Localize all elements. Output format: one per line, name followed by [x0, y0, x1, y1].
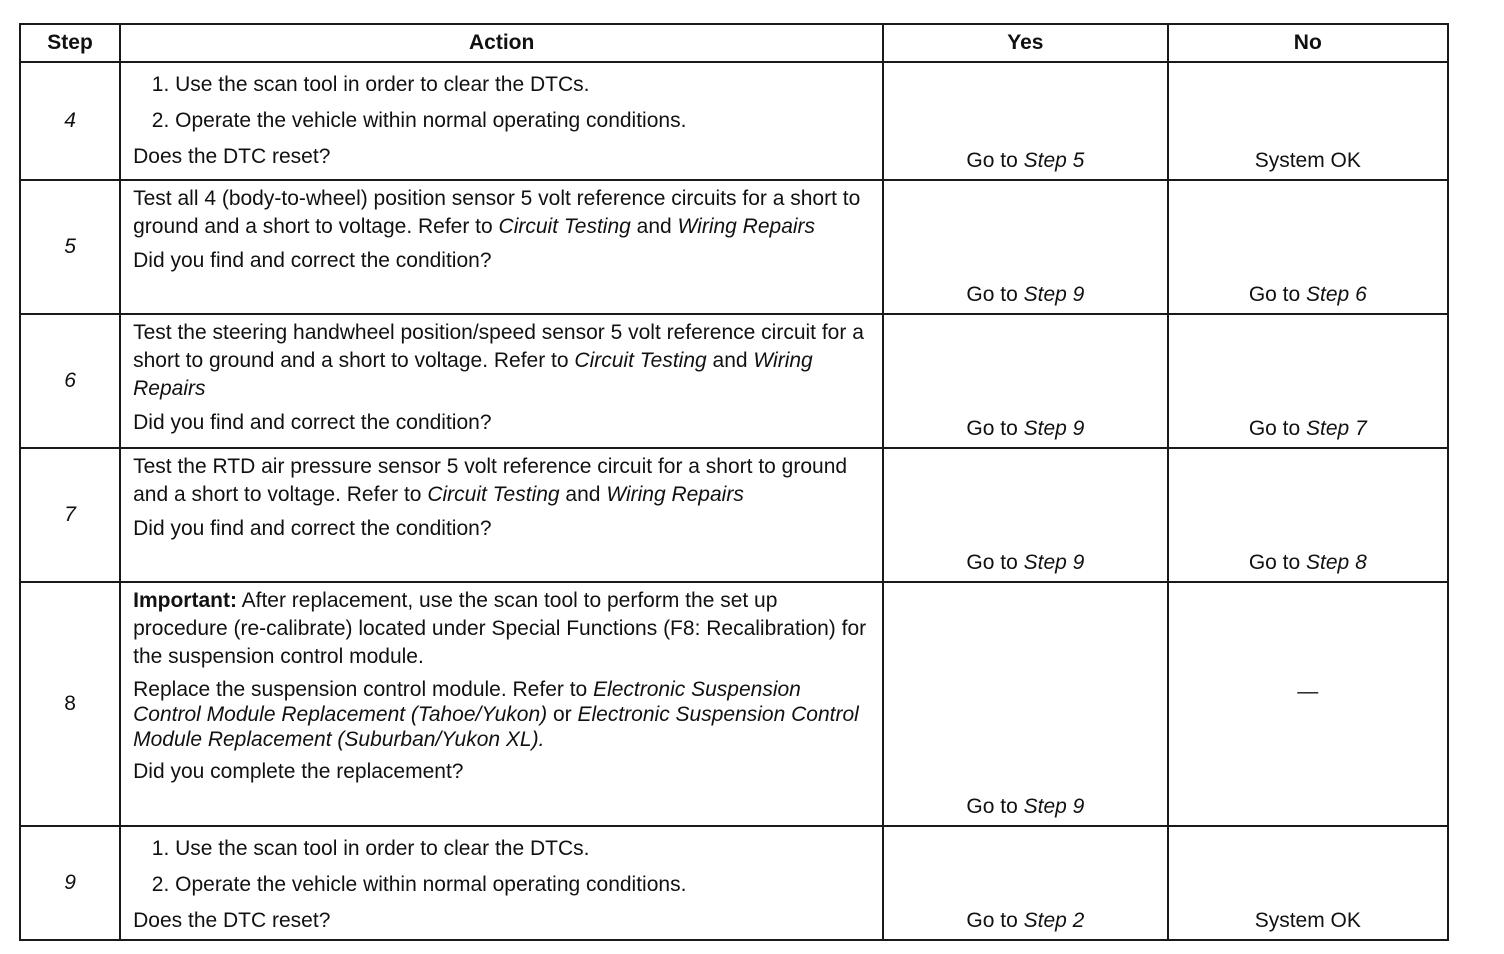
- action-text-part: Test the RTD air pressure sensor 5 volt reference circuit for a short to ground and a short to voltage. Refer to: [133, 455, 848, 506]
- yes-prefix: Go to: [966, 417, 1024, 440]
- no-step-link[interactable]: Step 6: [1306, 283, 1367, 306]
- action-cell: [120, 180, 883, 314]
- yes-step-link[interactable]: Step 9: [1023, 283, 1085, 306]
- important-note: [133, 587, 872, 671]
- yes-step-link[interactable]: Step 9: [1023, 417, 1085, 440]
- ref-circuit-testing[interactable]: Circuit Testing: [427, 483, 560, 506]
- action-text-part: Test the steering handwheel position/speed sensor 5 volt reference circuit for a short to ground and a short to voltage. Refer to: [133, 321, 864, 372]
- important-text: After replacement, use the scan tool to perform the set up procedure (re-calibrate) located under Special Functions (F8: Recalibration) for the suspension control module.: [133, 589, 867, 668]
- ref-module-replacement-tahoe[interactable]: Electronic Suspension Control Module Replacement (Tahoe/Yukon): [133, 678, 801, 726]
- no-step-link[interactable]: Step 7: [1306, 417, 1367, 440]
- list-item: 2. Operate the vehicle within normal operating conditions.: [175, 871, 872, 899]
- action-text-part: or: [547, 703, 578, 726]
- action-cell: [120, 448, 883, 582]
- table-row: [20, 180, 1448, 314]
- ref-wiring-repairs[interactable]: Wiring Repairs: [677, 215, 816, 238]
- step-number: 7: [20, 448, 120, 582]
- header-no: No: [1168, 24, 1448, 62]
- action-cell: [120, 314, 883, 448]
- no-cell: System OK: [1168, 62, 1448, 180]
- yes-prefix: Go to: [966, 795, 1024, 818]
- action-list: [133, 835, 872, 899]
- yes-step-link[interactable]: Step 9: [1023, 551, 1085, 574]
- no-cell: [1168, 448, 1448, 582]
- action-cell: [120, 826, 883, 940]
- action-text-part: Replace the suspension control module. Refer to: [133, 678, 594, 701]
- header-action: Action: [120, 24, 883, 62]
- action-text-part: and: [630, 215, 678, 238]
- yes-cell: [883, 180, 1167, 314]
- action-cell: [120, 582, 883, 826]
- yes-step-link[interactable]: Step 9: [1023, 795, 1085, 818]
- yes-cell: [883, 62, 1167, 180]
- action-cell: [120, 62, 883, 180]
- action-question: Did you find and correct the condition?: [133, 249, 492, 272]
- step-number: 6: [20, 314, 120, 448]
- list-item: 1. Use the scan tool in order to clear the DTCs.: [175, 835, 872, 863]
- table-row: [20, 62, 1448, 180]
- step-number: 9: [20, 826, 120, 940]
- no-cell: System OK: [1168, 826, 1448, 940]
- ref-circuit-testing[interactable]: Circuit Testing: [574, 349, 707, 372]
- header-yes: Yes: [883, 24, 1167, 62]
- header-step: Step: [20, 24, 120, 62]
- yes-step-link[interactable]: Step 5: [1023, 149, 1085, 172]
- ref-module-replacement-suburban[interactable]: Electronic Suspension Control Module Replacement (Suburban/Yukon XL).: [133, 703, 859, 751]
- ref-circuit-testing[interactable]: Circuit Testing: [498, 215, 631, 238]
- yes-cell: [883, 314, 1167, 448]
- table-row: [20, 582, 1448, 826]
- no-step-link[interactable]: Step 8: [1306, 551, 1367, 574]
- yes-prefix: Go to: [966, 909, 1024, 932]
- list-item: 2. Operate the vehicle within normal operating conditions.: [175, 107, 872, 135]
- table-row: [20, 826, 1448, 940]
- action-text: [133, 677, 872, 752]
- important-label: Important:: [133, 589, 237, 612]
- step-number: 4: [20, 62, 120, 180]
- yes-cell: [883, 448, 1167, 582]
- step-number: 8: [20, 582, 120, 826]
- yes-cell: [883, 582, 1167, 826]
- action-question: Does the DTC reset?: [133, 909, 331, 932]
- ref-wiring-repairs[interactable]: Wiring Repairs: [606, 483, 744, 506]
- table-row: [20, 314, 1448, 448]
- list-item: 1. Use the scan tool in order to clear the DTCs.: [175, 71, 872, 99]
- yes-prefix: Go to: [966, 149, 1024, 172]
- no-cell: [1168, 180, 1448, 314]
- action-text: [133, 185, 872, 241]
- step-number: 5: [20, 180, 120, 314]
- no-prefix: Go to: [1248, 551, 1307, 574]
- action-text: [133, 453, 872, 509]
- action-question: Did you find and correct the condition?: [133, 517, 492, 540]
- action-question: Does the DTC reset?: [133, 145, 331, 168]
- no-prefix: Go to: [1248, 417, 1307, 440]
- action-list: [133, 71, 872, 135]
- no-cell: [1168, 314, 1448, 448]
- yes-prefix: Go to: [966, 551, 1024, 574]
- action-text-part: and: [559, 483, 607, 506]
- action-text-part: Test all 4 (body-to-wheel) position sensor 5 volt reference circuits for a short to ground and a short to voltage. Refer to: [133, 187, 861, 238]
- yes-step-link[interactable]: Step 2: [1023, 909, 1085, 932]
- action-question: Did you complete the replacement?: [133, 760, 464, 783]
- header-row: [20, 24, 1448, 62]
- yes-cell: [883, 826, 1167, 940]
- yes-prefix: Go to: [966, 283, 1024, 306]
- action-text: [133, 319, 872, 403]
- table-row: [20, 448, 1448, 582]
- action-text-part: and: [706, 349, 754, 372]
- ref-wiring-repairs[interactable]: Wiring Repairs: [133, 349, 813, 400]
- no-cell: —: [1168, 582, 1448, 826]
- action-question: Did you find and correct the condition?: [133, 411, 492, 434]
- diagnostic-table: [19, 23, 1449, 941]
- no-prefix: Go to: [1248, 283, 1307, 306]
